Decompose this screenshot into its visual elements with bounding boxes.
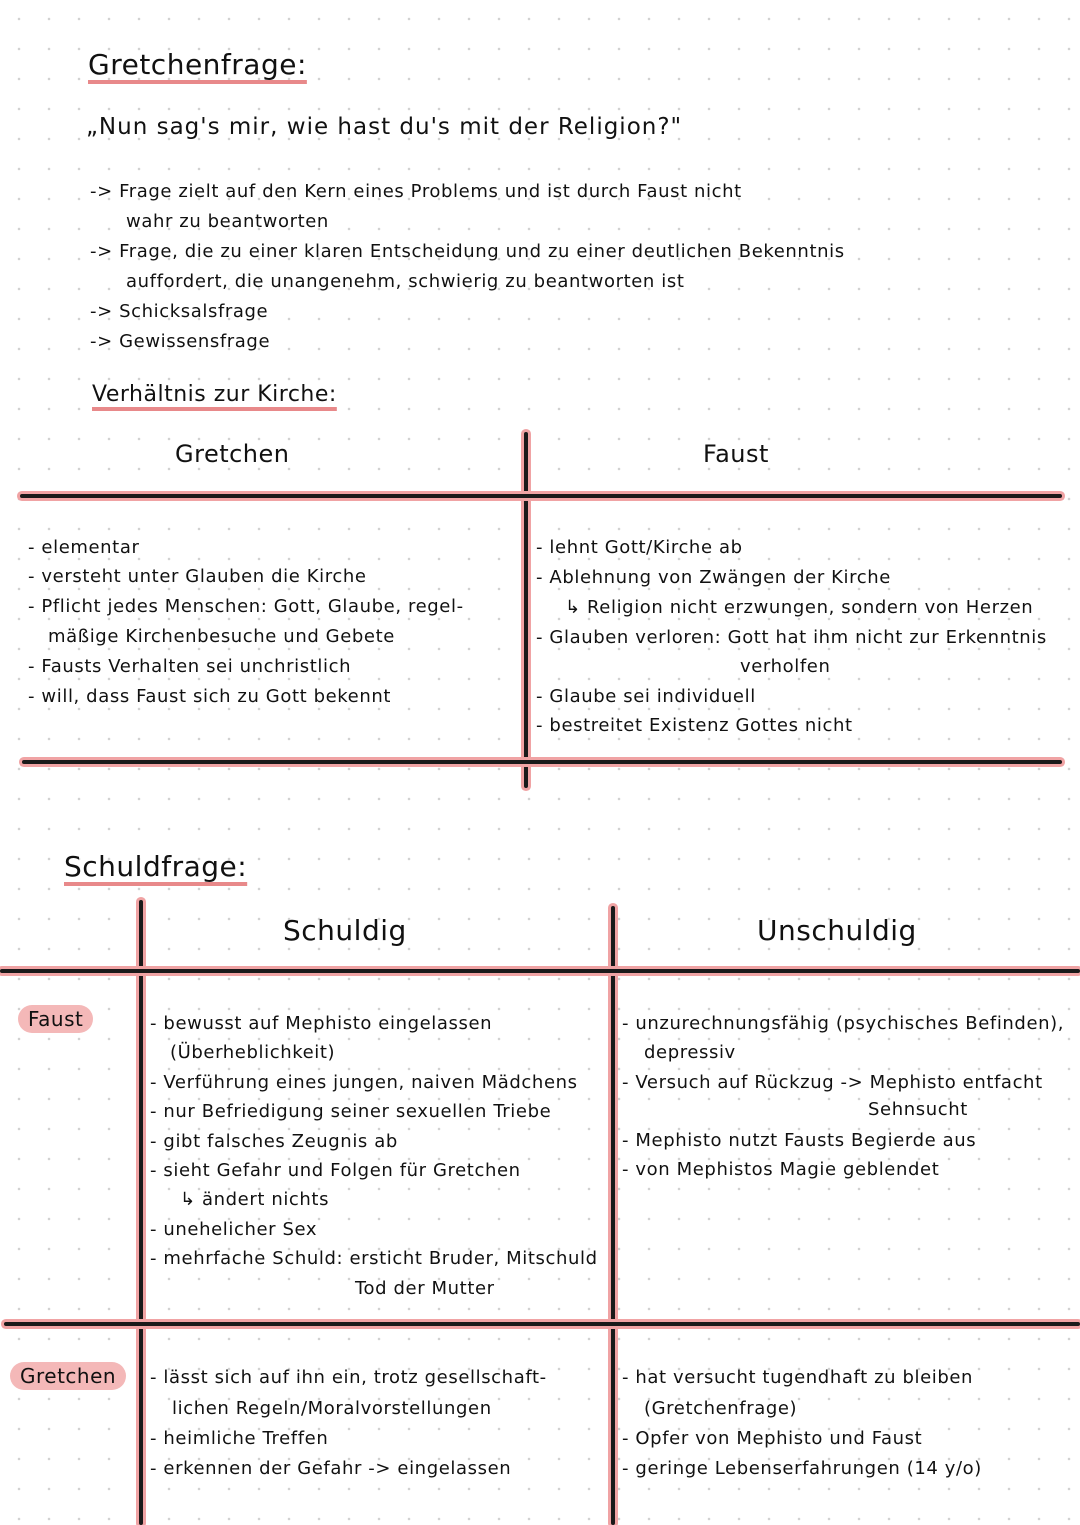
kirche-col-faust: Faust <box>703 440 769 468</box>
kirche-gretchen-item: - will, dass Faust sich zu Gott bekennt <box>28 686 392 707</box>
faust-unschuldig-item: - unzurechnungsfähig (psychisches Befinden), <box>622 1013 1065 1034</box>
kirche-faust-item: - lehnt Gott/Kirche ab <box>536 537 743 558</box>
kirche-col-gretchen: Gretchen <box>175 440 290 468</box>
faust-unschuldig-item: - Versuch auf Rückzug -> Mephisto entfacht <box>622 1072 1043 1093</box>
kirche-faust-item: - Glaube sei individuell <box>536 686 756 707</box>
faust-schuldig-item: - sieht Gefahr und Folgen für Gretchen <box>150 1160 521 1181</box>
kirche-faust-item: - Ablehnung von Zwängen der Kirche <box>536 567 891 588</box>
row-label-faust: Faust <box>18 1005 93 1033</box>
schuld-divider-row <box>4 1322 1080 1326</box>
kirche-divider-top <box>20 494 1062 498</box>
schuld-divider-header <box>0 969 1080 973</box>
kirche-gretchen-item: mäßige Kirchenbesuche und Gebete <box>48 626 395 647</box>
faust-unschuldig-item: - von Mephistos Magie geblendet <box>622 1159 940 1180</box>
gretchen-schuldig-item: - heimliche Treffen <box>150 1428 329 1449</box>
faust-schuldig-item: - gibt falsches Zeugnis ab <box>150 1131 398 1152</box>
schuld-col-schuldig: Schuldig <box>283 914 407 947</box>
kirche-gretchen-item: - Pflicht jedes Menschen: Gott, Glaube, regel- <box>28 596 464 617</box>
row-label-gretchen: Gretchen <box>10 1362 126 1390</box>
gretchenfrage-point: wahr zu beantworten <box>126 211 329 232</box>
gretchenfrage-point: -> Frage zielt auf den Kern eines Problems und ist durch Faust nicht <box>90 181 742 202</box>
schuldfrage-heading: Schuldfrage: <box>64 850 248 883</box>
faust-unschuldig-item: depressiv <box>644 1042 736 1063</box>
gretchenfrage-point: -> Frage, die zu einer klaren Entscheidung und zu einer deutlichen Bekenntnis <box>90 241 845 262</box>
gretchenfrage-heading: Gretchenfrage: <box>88 48 307 81</box>
faust-unschuldig-item: - Mephisto nutzt Fausts Begierde aus <box>622 1130 977 1151</box>
gretchenfrage-point: -> Schicksalsfrage <box>90 301 269 322</box>
kirche-faust-item: - Glauben verloren: Gott hat ihm nicht zur Erkenntnis <box>536 627 1047 648</box>
gretchenfrage-quote: „Nun sag's mir, wie hast du's mit der Religion?" <box>86 114 683 140</box>
gretchen-schuldig-item: - erkennen der Gefahr -> eingelassen <box>150 1458 512 1479</box>
faust-schuldig-item: (Überheblichkeit) <box>170 1042 336 1063</box>
schuld-divider-vertical-right <box>611 906 615 1525</box>
gretchen-unschuldig-item: - Opfer von Mephisto und Faust <box>622 1428 923 1449</box>
faust-schuldig-item: - mehrfache Schuld: ersticht Bruder, Mitschuld <box>150 1248 598 1269</box>
faust-unschuldig-item: Sehnsucht <box>868 1099 968 1120</box>
gretchenfrage-point: -> Gewissensfrage <box>90 331 271 352</box>
kirche-faust-item: - bestreitet Existenz Gottes nicht <box>536 715 853 736</box>
kirche-gretchen-item: - elementar <box>28 537 140 558</box>
kirche-faust-item: verholfen <box>740 656 831 677</box>
kirche-heading: Verhältnis zur Kirche: <box>92 382 337 407</box>
faust-schuldig-item: - Verführung eines jungen, naiven Mädchens <box>150 1072 578 1093</box>
faust-schuldig-item: Tod der Mutter <box>355 1278 495 1299</box>
gretchen-unschuldig-item: (Gretchenfrage) <box>644 1398 798 1419</box>
gretchen-schuldig-item: - lässt sich auf ihn ein, trotz gesellschaft- <box>150 1367 547 1388</box>
gretchen-unschuldig-item: - hat versucht tugendhaft zu bleiben <box>622 1367 974 1388</box>
gretchenfrage-point: auffordert, die unangenehm, schwierig zu beantworten ist <box>126 271 685 292</box>
schuld-col-unschuldig: Unschuldig <box>757 914 917 947</box>
kirche-faust-item: ↳ Religion nicht erzwungen, sondern von Herzen <box>565 597 1034 618</box>
schuld-divider-vertical-left <box>139 900 143 1525</box>
gretchen-schuldig-item: lichen Regeln/Moralvorstellungen <box>172 1398 492 1419</box>
faust-schuldig-item: - bewusst auf Mephisto eingelassen <box>150 1013 493 1034</box>
faust-schuldig-item: ↳ ändert nichts <box>180 1189 330 1210</box>
kirche-gretchen-item: - Fausts Verhalten sei unchristlich <box>28 656 352 677</box>
faust-schuldig-item: - nur Befriedigung seiner sexuellen Triebe <box>150 1101 552 1122</box>
kirche-divider-bottom <box>22 760 1062 764</box>
faust-schuldig-item: - unehelicher Sex <box>150 1219 318 1240</box>
kirche-gretchen-item: - versteht unter Glauben die Kirche <box>28 566 367 587</box>
kirche-divider-vertical <box>524 432 528 788</box>
gretchen-unschuldig-item: - geringe Lebenserfahrungen (14 y/o) <box>622 1458 982 1479</box>
